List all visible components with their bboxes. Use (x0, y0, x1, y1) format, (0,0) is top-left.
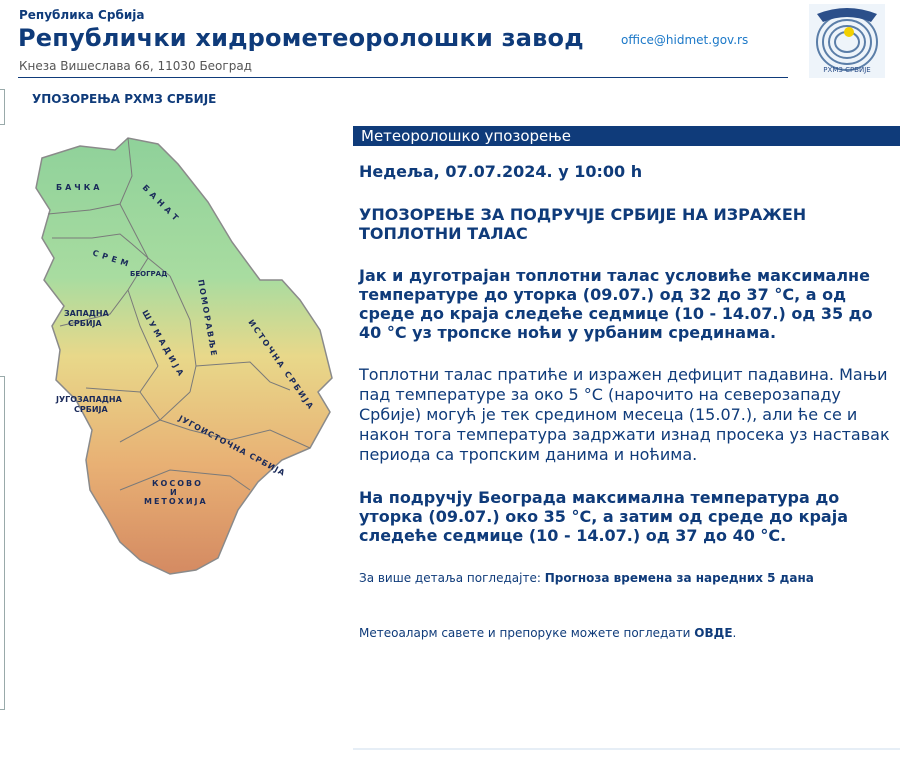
map-label-kosovo: КОСОВО (152, 479, 203, 488)
site-header (0, 0, 900, 84)
meteoalarm-link[interactable]: ОВДЕ (694, 626, 733, 640)
serbia-regions-map (20, 130, 345, 580)
forecast-5-day-link[interactable]: Прогноза времена за наредних 5 дана (544, 571, 814, 585)
meteoalarm-suffix: . (732, 626, 737, 640)
meteoalarm-note (359, 626, 900, 640)
logo-lettering: РХМЗ СРБИЈЕ (823, 66, 871, 74)
map-label-sumadija: ШУМАДИЈА (140, 308, 187, 380)
warning-title-bar (353, 126, 900, 146)
map-label-jugozapadna-srbija: СРБИЈА (74, 405, 108, 414)
warning-headline: УПОЗОРЕЊЕ ЗА ПОДРУЧЈЕ СРБИЈЕ НА ИЗРАЖЕН ТОПЛОТНИ ТАЛАС (359, 205, 807, 243)
map-label-istocna: ИСТОЧНА СРБИЈА (246, 317, 317, 413)
map-label-zapadna-srbija: СРБИЈА (68, 319, 102, 328)
header-divider (18, 77, 788, 78)
institute-title[interactable]: Републички хидрометеоролошки завод (18, 24, 584, 52)
left-nav-frame-lower (0, 376, 5, 710)
map-label-srem: СРЕМ (91, 248, 134, 270)
serbia-outline (36, 138, 332, 574)
republic-label: Република Србија (19, 8, 145, 22)
map-label-pomoravlje: ПОМОРАВЉЕ (196, 278, 219, 359)
map-label-i: И (170, 488, 177, 497)
meteoalarm-prefix: Метеоаларм савете и препоруке можете погледати (359, 626, 695, 640)
more-details (359, 571, 900, 585)
warning-para-deficit: Топлотни талас пратиће и изражен дефицит падавина. Мањи пад температуре за око 5 °C (нарочито на северозападу Србије) могућ је тек средином месеца (15.07.), али ће се и након тога температура задржати изнад просека уз наставак периода са тропским данима и ноћима. (359, 365, 890, 464)
map-label-backa: БАЧКА (56, 183, 103, 192)
left-nav-frame (0, 89, 5, 125)
warning-content (359, 162, 900, 640)
map-label-jugoistocna: ЈУГОИСТОЧНА СРБИЈА (177, 413, 287, 478)
map-label-jugozapadna: ЈУГОЗАПАДНА (56, 395, 122, 404)
section-title: УПОЗОРЕЊА РХМЗ СРБИЈЕ (32, 92, 217, 106)
content-bottom-rule (353, 748, 900, 750)
map-label-zapadna: ЗАПАДНА (64, 309, 109, 318)
map-label-beograd: БЕОГРАД (130, 270, 168, 278)
more-details-prefix: За више детаља погледајте: (359, 571, 545, 585)
rhmz-logo-icon[interactable] (809, 4, 885, 78)
warning-title: Метеоролошко упозорење (361, 127, 571, 145)
warning-para-belgrade: На подручју Београда максимална температура до уторка (09.07.) око 35 °C, а затим од среде до краја следеће седмице (10 - 14.07.) од 37 до 40 °C. (359, 488, 848, 545)
warning-date: Недеља, 07.07.2024. у 10:00 h (359, 162, 643, 181)
email-link[interactable]: office@hidmet.gov.rs (621, 33, 749, 47)
warning-para-main: Јак и дуготрајан топлотни талас условиће максималне температуре до уторка (09.07.) од 32 до 37 °C, а од среде до краја следеће седмице (10 - 14.07.) од 35 до 40 °C уз тропске ноћи у урбаним срединама. (359, 266, 873, 342)
map-label-metohija: МЕТОХИЈА (144, 497, 208, 506)
map-label-banat: БАНАТ (140, 183, 183, 226)
institute-address: Кнеза Вишеслава 66, 11030 Београд (19, 59, 252, 73)
